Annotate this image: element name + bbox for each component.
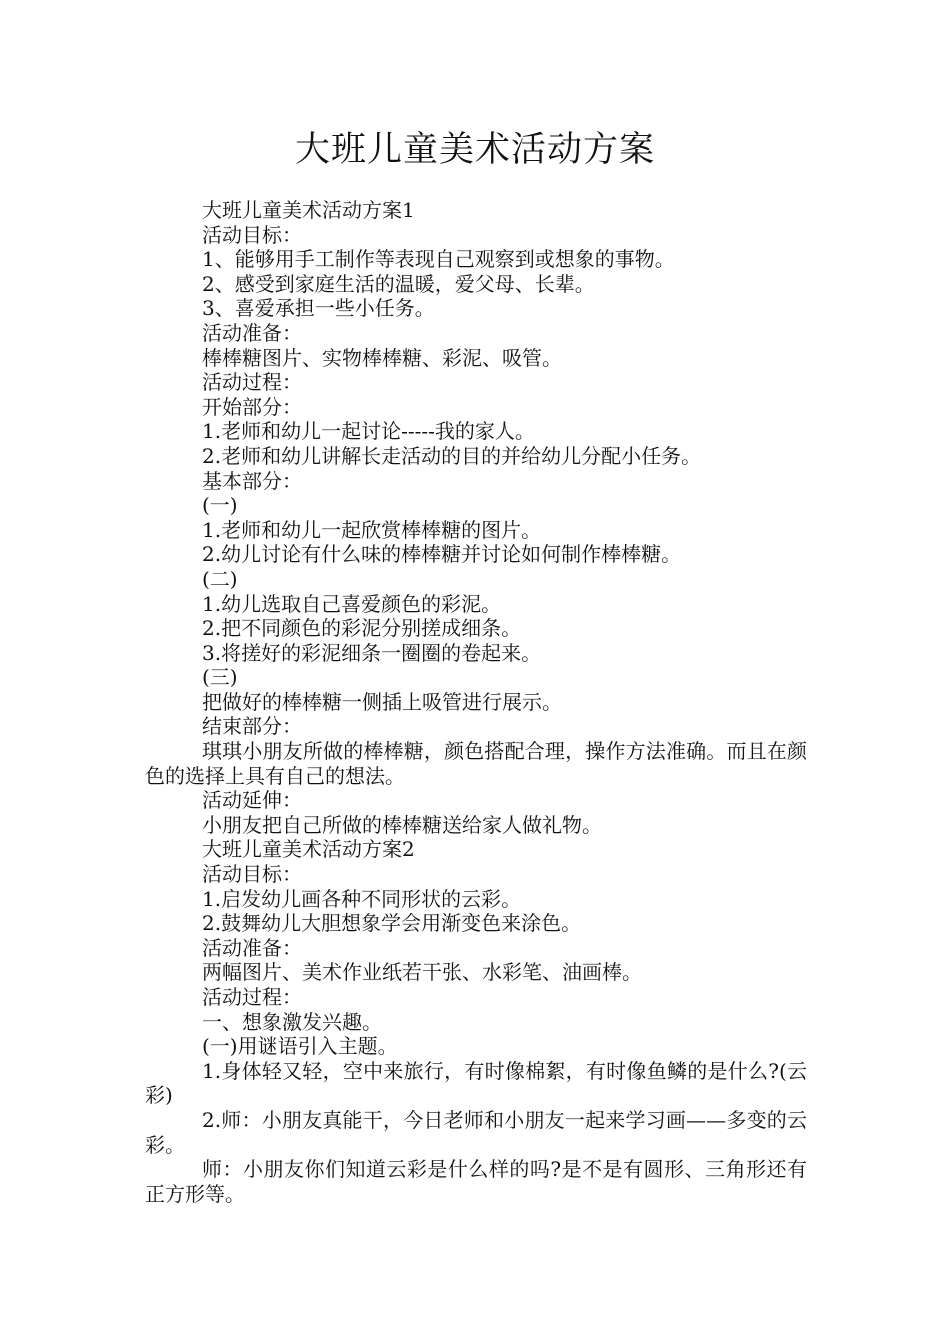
body-paragraph: 2.老师和幼儿讲解长走活动的目的并给幼儿分配小任务。 [202, 443, 702, 468]
body-paragraph: 3、喜爱承担一些小任务。 [202, 296, 435, 321]
body-paragraph: 活动准备： [202, 320, 302, 345]
body-paragraph: 1.身体轻又轻，空中来旅行，有时像棉絮，有时像鱼鳞的是什么?(云彩) [145, 1058, 807, 1108]
body-paragraph: 2、感受到家庭生活的温暖，爱父母、长辈。 [202, 271, 595, 296]
body-paragraph: 2.鼓舞幼儿大胆想象学会用渐变色来涂色。 [202, 911, 582, 936]
body-paragraph: 活动目标： [202, 222, 302, 247]
body-paragraph: 活动过程： [202, 985, 302, 1009]
body-paragraph: (二) [202, 566, 238, 591]
body-paragraph: 基本部分： [202, 468, 302, 493]
body-paragraph: 把做好的棒棒糖一侧插上吸管进行展示。 [202, 689, 562, 714]
body-paragraph: 两幅图片、美术作业纸若干张、水彩笔、油画棒。 [202, 960, 642, 985]
body-paragraph: 1.老师和幼儿一起讨论-----我的家人。 [202, 419, 535, 444]
body-paragraph: 小朋友把自己所做的棒棒糖送给家人做礼物。 [202, 812, 602, 837]
body-paragraph: 活动过程： [202, 370, 302, 395]
body-paragraph: 一、想象激发兴趣。 [202, 1009, 382, 1034]
body-paragraph: 开始部分： [202, 394, 302, 419]
body-paragraph: 活动延伸： [202, 788, 302, 813]
body-paragraph: 大班儿童美术活动方案2 [202, 837, 415, 862]
body-paragraph: 2.把不同颜色的彩泥分别搓成细条。 [202, 616, 522, 641]
body-paragraph: 3.将搓好的彩泥细条一圈圈的卷起来。 [202, 640, 542, 665]
body-paragraph: 1、能够用手工制作等表现自己观察到或想象的事物。 [202, 247, 675, 272]
body-paragraph: 师：小朋友你们知道云彩是什么样的吗?是不是有圆形、三角形还有正方形等。 [145, 1157, 807, 1206]
body-paragraph: 1.启发幼儿画各种不同形状的云彩。 [202, 886, 522, 911]
body-paragraph: 1.幼儿选取自己喜爱颜色的彩泥。 [202, 591, 502, 616]
body-paragraph: 活动准备： [202, 935, 302, 960]
body-paragraph: 琪琪小朋友所做的棒棒糖，颜色搭配合理，操作方法准确。而且在颜色的选择上具有自己的想法。 [145, 739, 807, 788]
body-paragraph: 2.幼儿讨论有什么味的棒棒糖并讨论如何制作棒棒糖。 [202, 542, 682, 567]
body-paragraph: 活动目标： [202, 862, 302, 887]
body-paragraph: 1.老师和幼儿一起欣赏棒棒糖的图片。 [202, 517, 542, 542]
body-paragraph: 大班儿童美术活动方案1 [202, 198, 415, 222]
body-paragraph: (一)用谜语引入主题。 [202, 1034, 398, 1059]
document-body [145, 198, 807, 1206]
body-paragraph: (三) [202, 665, 238, 690]
body-paragraph: (一) [202, 493, 238, 518]
body-paragraph: 结束部分： [202, 714, 302, 739]
document-title: 大班儿童美术活动方案 [294, 130, 655, 170]
body-paragraph: 棒棒糖图片、实物棒棒糖、彩泥、吸管。 [202, 345, 562, 370]
body-paragraph: 2.师：小朋友真能干，今日老师和小朋友一起来学习画——多变的云彩。 [145, 1107, 807, 1157]
